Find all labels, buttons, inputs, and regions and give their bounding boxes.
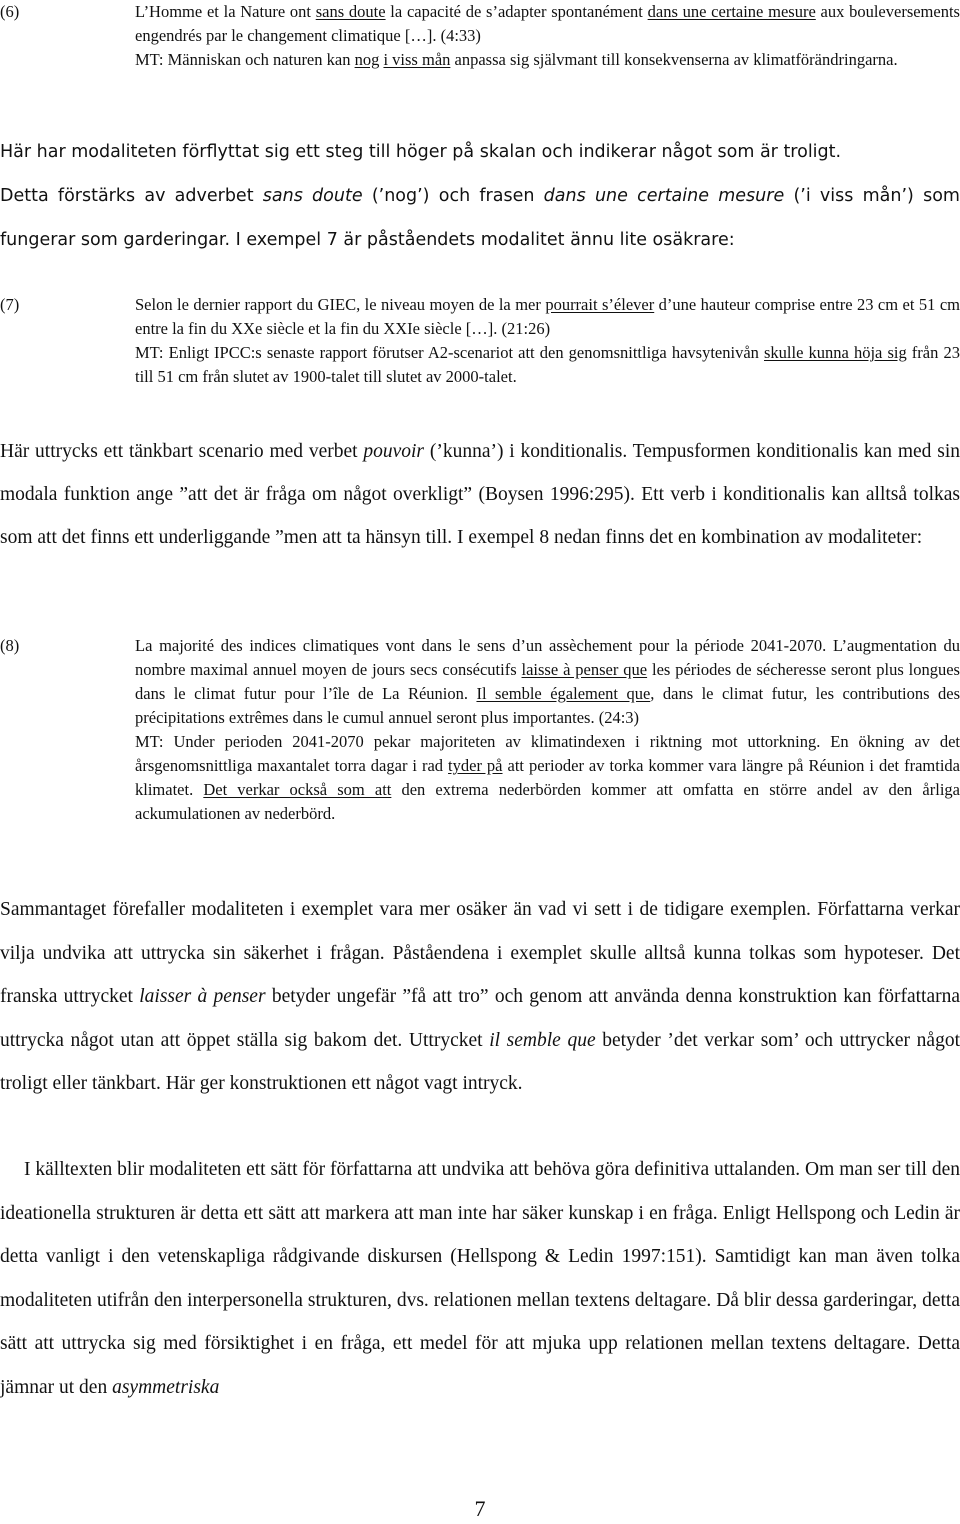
modal-marker: sans doute [315,2,386,21]
paragraph-2: Här uttrycks ett tänkbart scenario med verbet pouvoir (’kunna’) i konditionalis. Tempusformen konditionalis kan med sin modala funktion ange ”att det är fråga om något overkligt” (Boysen 1996:295). Ett verb i konditionalis kan alltså tolkas som att det finns ett underliggande ”men att ta hänsyn till. I exempel 8 nedan finns det en kombination av modaliteter: [0,441,960,548]
swedish-translation: MT: Under perioden 2041-2070 pekar majoriteten av klimatindexen i riktning mot uttorkning. En ökning av det årsgenomsnittliga maxantalet torra dagar i rad tyder på att perioder av torka kommer vara längre på Réunion i det framtida klimatet. Det verkar också som att den extrema nederbörden kommer att omfatta en större andel av den årliga ackumulationen av nederbörd. [135,732,960,823]
swedish-translation: MT: Enligt IPCC:s senaste rapport förutser A2-scenariot att den genomsnittliga havsytenivån skulle kunna höja sig från 23 till 51 cm från slutet av 1900-talet till slutet av 2000-talet. [135,343,960,386]
example-number: (6) [0,2,20,21]
modal-marker: Il semble également que [476,684,651,703]
example-number: (7) [0,295,20,314]
french-quote: L’Homme et la Nature ont sans doute la capacité de s’adapter spontanément dans une certaine mesure aux bouleversements engendrés par le changement climatique […]. (4:33) [135,2,960,45]
modal-marker: laisse à penser que [521,660,648,679]
paragraph-3: Sammantaget förefaller modaliteten i exemplet vara mer osäker än vad vi sett i de tidigare exemplen. Författarna verkar vilja undvika att uttrycka sin säkerhet i frågan. Påståendena i exemplet skulle alltså kunna tolkas som hypoteser. Det franska uttrycket laisser à penser betyder ungefär ”få att tro” och genom att använda denna konstruktion kan författarna uttrycka något utan att öppet ställa sig bakom det. Uttrycket il semble que betyder ’det verkar som’ och uttrycker något troligt eller tänkbart. Här ger konstruktionen ett något vagt intryck. [0,899,960,1094]
example-7 [0,293,960,389]
page-number: 7 [474,1496,486,1521]
modal-marker: skulle kunna höja sig [764,343,907,362]
example-6 [0,0,960,72]
example-body [135,293,960,389]
example-body [135,0,960,72]
paragraph-4: I källtexten blir modaliteten ett sätt för författarna att undvika att behöva göra definitiva uttalanden. Om man ser till den ideationella strukturen är detta ett sätt att markera att man inte har säker kunskap i en fråga. Enligt Hellspong och Ledin är detta vanligt i den vetenskapliga rådgivande diskursen (Hellspong & Ledin 1997:151). Samtidigt kan man även tolka modaliteten utifrån den interpersonella strukturen, dvs. relationen mellan textens deltagare. Då blir dessa garderingar, detta sätt att uttrycka sig med försiktighet i en fråga, ett medel för att mjuka upp relationen mellan textens deltagare. Detta jämnar ut den asymmetriska [0,1159,960,1398]
modal-marker: pourrait s’élever [545,295,655,314]
french-quote: Selon le dernier rapport du GIEC, le niveau moyen de la mer pourrait s’élever d’une hauteur comprise entre 23 cm et 51 cm entre la fin du XXe siècle et la fin du XXIe siècle […]. (21:26) [135,295,960,338]
example-body [135,634,960,826]
paragraph-1: Här har modaliteten förflyttat sig ett steg till höger på skalan och indikerar något som är troligt. Detta förstärks av adverbet sans doute (’nog’) och frasen dans une certaine mesure (’i viss mån’) som fungerar som garderingar. I exempel 7 är påståendets modalitet ännu lite osäkrare: [0,142,960,250]
modal-marker: tyder på [448,756,503,775]
example-number: (8) [0,636,20,655]
modal-marker: i viss mån [383,50,451,69]
modal-marker: nog [354,50,380,69]
modal-marker: dans une certaine mesure [647,2,816,21]
swedish-translation: MT: Människan och naturen kan nog i viss mån anpassa sig självmant till konsekvenserna av klimatförändringarna. [135,50,898,69]
french-quote: La majorité des indices climatiques vont dans le sens d’un assèchement pour la période 2041-2070. L’augmentation du nombre maximal annuel moyen de jours secs consécutifs laisse à penser que les périodes de sécheresse seront plus longues dans le climat futur pour l’île de La Réunion. Il semble également que, dans le climat futur, les contributions des précipitations extrêmes dans le cumul annuel seront plus importantes. (24:3) [135,636,960,727]
modal-marker: Det verkar också som att [203,780,392,799]
example-8 [0,634,960,826]
